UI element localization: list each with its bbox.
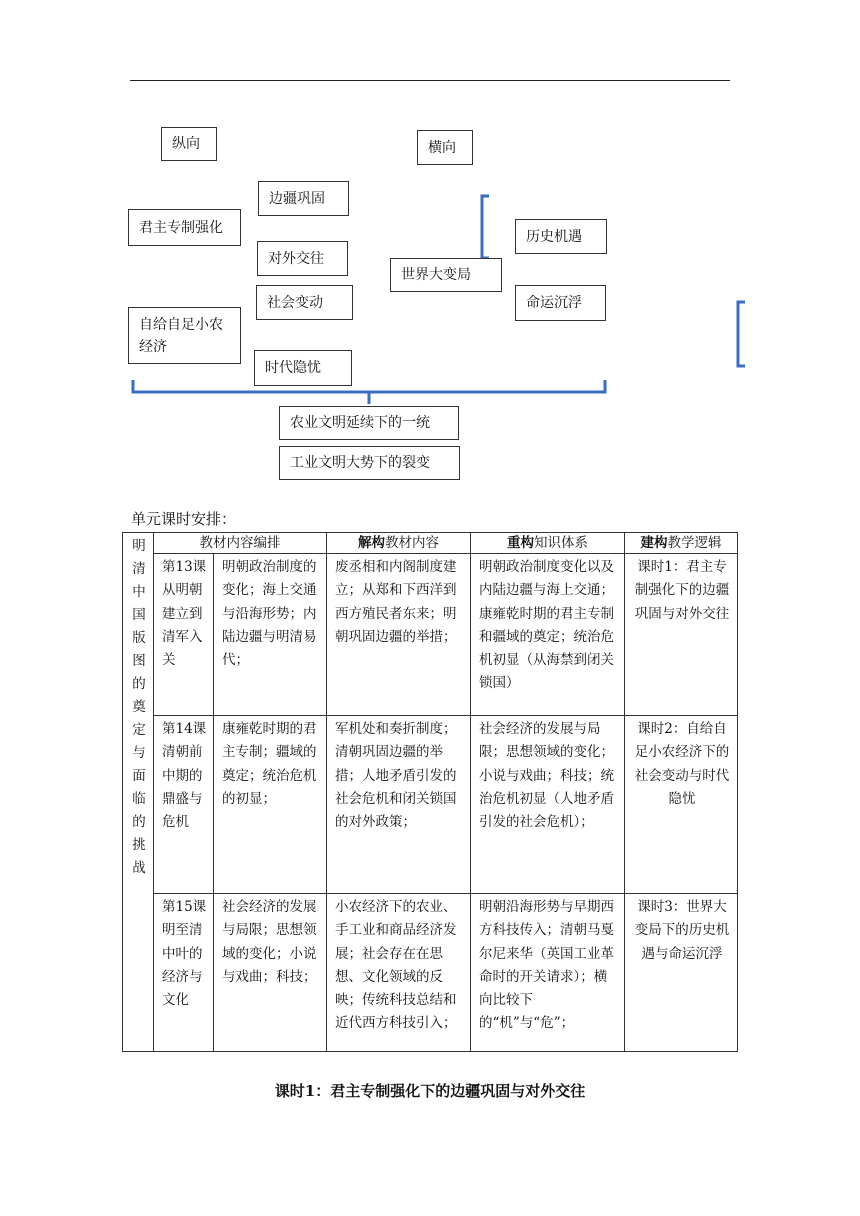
node-small-peasant-economy-text: 自给自足小农经济 (139, 317, 223, 355)
header-content-label: 教材内容编排 (199, 535, 281, 551)
header-content (154, 533, 327, 554)
table-row (123, 554, 738, 716)
reconstruct-cell: 明朝政治制度变化以及内陆边疆与海上交通；康雍乾时期的君主专制和疆域的奠定；统治危机初显（从海禁到闭关锁国） (471, 554, 625, 716)
schedule-caption: 单元课时安排： (131, 510, 237, 528)
label-horizontal: 横向 (417, 130, 473, 165)
edge-brace (738, 302, 745, 366)
unit-title-cell (123, 533, 154, 1052)
label-vertical: 纵向 (161, 127, 217, 161)
deconstruct-cell: 小农经济下的农业、手工业和商品经济发展；社会存在在思想、文化领域的反映；传统科技总结和近代西方科技引入； (327, 894, 471, 1052)
node-hidden-crisis: 时代隐忧 (254, 350, 352, 386)
header-reconstruct-bold: 重构 (507, 535, 534, 551)
table-header-row (123, 533, 738, 554)
lesson-cell: 第13课 从明朝建立到清军入关 (154, 554, 214, 716)
header-reconstruct (471, 533, 625, 554)
header-logic (625, 533, 738, 554)
node-border-consolidation: 边疆巩固 (258, 181, 349, 216)
unit-title: 明清中国版图的奠定与面临的挑战 (132, 538, 146, 876)
reconstruct-cell: 明朝沿海形势与早期西方科技传入；清朝马戛尔尼来华（英国工业革命时的开关请求）；横向比较下的“机”与“危”； (471, 894, 625, 1052)
header-deconstruct-bold: 解构 (358, 535, 385, 551)
lesson-cell: 第15课 明至清中叶的经济与文化 (154, 894, 214, 1052)
header-deconstruct (327, 533, 471, 554)
summary-agricultural: 农业文明延续下的一统 (279, 406, 459, 440)
table-row (123, 894, 738, 1052)
logic-cell: 课时1：君主专制强化下的边疆巩固与对外交往 (625, 554, 738, 716)
bottom-brace (133, 380, 605, 392)
node-historic-opportunity: 历史机遇 (515, 219, 607, 254)
right-brace (482, 196, 489, 258)
node-fate: 命运沉浮 (515, 285, 606, 321)
schedule-table (122, 532, 738, 1052)
content-cell: 社会经济的发展与局限；思想领域的变化；小说与戏曲；科技； (214, 894, 327, 1052)
header-logic-rest: 教学逻辑 (667, 535, 722, 551)
logic-cell: 课时3：世界大变局下的历史机遇与命运沉浮 (625, 894, 738, 1052)
header-reconstruct-rest: 知识体系 (534, 535, 588, 551)
header-logic-bold: 建构 (640, 535, 668, 551)
reconstruct-cell: 社会经济的发展与局限；思想领域的变化；小说与戏曲；科技；统治危机初显（人地矛盾引发的社会危机）； (471, 716, 625, 894)
summary-industrial: 工业文明大势下的裂变 (279, 446, 460, 480)
header-deconstruct-rest: 教材内容 (385, 535, 439, 551)
node-monarchy: 君主专制强化 (128, 209, 241, 246)
node-world-change: 世界大变局 (390, 258, 502, 292)
lesson-cell: 第14课 清朝前中期的鼎盛与危机 (154, 716, 214, 894)
table-row (123, 716, 738, 894)
content-cell: 明朝政治制度的变化；海上交通与沿海形势；内陆边疆与明清易代； (214, 554, 327, 716)
logic-cell: 课时2：自给自足小农经济下的社会变动与时代隐忧 (625, 716, 738, 894)
node-social-change: 社会变动 (256, 285, 353, 320)
node-foreign-exchange: 对外交往 (257, 241, 348, 276)
deconstruct-cell: 军机处和奏折制度；清朝巩固边疆的举措；人地矛盾引发的社会危机和闭关锁国的对外政策； (327, 716, 471, 894)
lesson-heading: 课时1：君主专制强化下的边疆巩固与对外交往 (274, 1082, 586, 1100)
deconstruct-cell: 废丞相和内阁制度建立；从郑和下西洋到西方殖民者东来；明朝巩固边疆的举措； (327, 554, 471, 716)
content-cell: 康雍乾时期的君主专制；疆域的奠定；统治危机的初显； (214, 716, 327, 894)
node-small-peasant-economy (128, 307, 241, 364)
